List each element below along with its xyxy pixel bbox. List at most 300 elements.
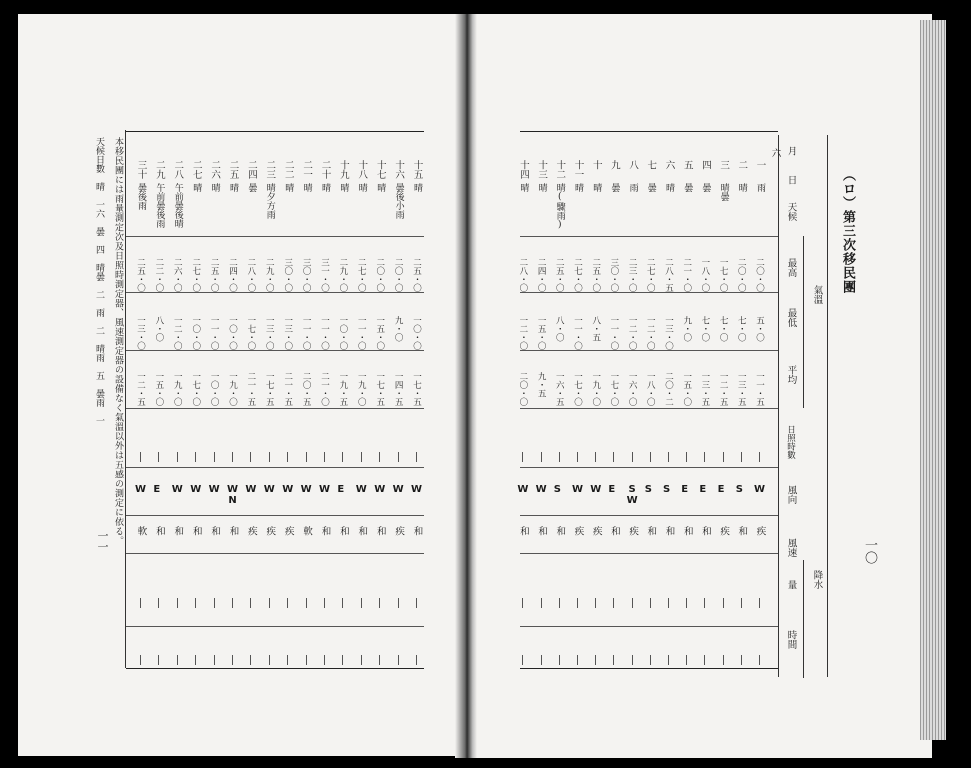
avg-temp-cell: 九・五 xyxy=(536,372,547,398)
day-cell: 二二 xyxy=(282,160,294,179)
avg-temp-cell: 一三・五 xyxy=(699,372,710,406)
max-temp-cell: 二五・〇 xyxy=(554,258,565,292)
weather-cell: 雨 xyxy=(627,183,638,192)
sunshine-tick xyxy=(741,452,742,462)
precip-amount-tick xyxy=(250,598,251,608)
precip-hours-tick xyxy=(632,655,633,665)
max-temp-cell: 二七・〇 xyxy=(645,258,656,292)
wind-direction-cell: W xyxy=(374,484,386,495)
weather-cell: 晴 xyxy=(375,183,386,192)
day-cell: 一 xyxy=(754,160,766,170)
wind-direction-cell: W xyxy=(300,484,312,495)
sunshine-tick xyxy=(177,452,178,462)
weather-cell: 曇後小雨 xyxy=(393,183,404,219)
precip-hours-tick xyxy=(306,655,307,665)
precip-hours-tick xyxy=(559,655,560,665)
sunshine-tick xyxy=(704,452,705,462)
wind-direction-cell: W xyxy=(411,484,423,495)
weather-cell: 晴曇 xyxy=(718,183,729,201)
precip-amount-tick xyxy=(577,598,578,608)
min-temp-cell: 一一・〇 xyxy=(301,316,312,350)
precip-hours-tick xyxy=(232,655,233,665)
min-temp-cell: 一〇・〇 xyxy=(227,316,238,350)
precip-hours-tick xyxy=(361,655,362,665)
precip-hours-tick xyxy=(342,655,343,665)
left_page-rule xyxy=(126,408,424,409)
min-temp-cell: 一一・〇 xyxy=(209,316,220,350)
right_page-rule xyxy=(520,515,778,516)
day-cell: 二四 xyxy=(245,160,257,179)
sunshine-tick xyxy=(686,452,687,462)
max-temp-cell: 三〇・〇 xyxy=(282,258,293,292)
table-note: 本移民團には雨量測定次及日照時測定器、風速測定器の設備なく氣溫以外は五感の測定に依る。 xyxy=(113,137,123,546)
max-temp-cell: 二九・〇 xyxy=(264,258,275,292)
max-temp-cell: 二〇・〇 xyxy=(393,258,404,292)
precip-hours-tick xyxy=(595,655,596,665)
day-cell: 二一 xyxy=(301,160,313,179)
wind-speed-cell: 和 xyxy=(608,526,620,536)
day-cell: 四 xyxy=(699,160,711,170)
wind-direction-cell: W xyxy=(190,484,202,495)
wind-speed-cell: 和 xyxy=(319,526,331,536)
wind-speed-cell: 和 xyxy=(517,526,529,536)
precip-amount-tick xyxy=(287,598,288,608)
precip-amount-tick xyxy=(759,598,760,608)
left_page-rule xyxy=(126,515,424,516)
precip-hours-tick xyxy=(650,655,651,665)
min-temp-cell: 一三・〇 xyxy=(264,316,275,350)
min-temp-cell: 七・〇 xyxy=(736,316,747,342)
avg-temp-cell: 一三・五 xyxy=(736,372,747,406)
day-cell: 二七 xyxy=(190,160,202,179)
left_page-rule xyxy=(126,553,424,554)
min-temp-cell: 八・〇 xyxy=(554,316,565,342)
header-hours: 時間 xyxy=(785,630,797,649)
precip-amount-tick xyxy=(214,598,215,608)
wind-direction-cell: W xyxy=(208,484,220,495)
max-temp-cell: 二五・〇 xyxy=(411,258,422,292)
wind-direction-cell: S W xyxy=(626,484,638,506)
avg-temp-cell: 一二・五 xyxy=(718,372,729,406)
precip-hours-tick xyxy=(140,655,141,665)
precip-hours-tick xyxy=(416,655,417,665)
right_page-rule xyxy=(520,292,778,293)
precip-amount-tick xyxy=(723,598,724,608)
header-average: 平均 xyxy=(785,365,797,384)
weather-cell: 晴 xyxy=(320,183,330,192)
day-cell: 十一 xyxy=(572,160,584,179)
avg-temp-cell: 二一・五 xyxy=(282,372,293,406)
day-cell: 十五 xyxy=(411,160,423,179)
page-number-right: 一〇 xyxy=(862,538,877,564)
min-temp-cell: 一〇・〇 xyxy=(190,316,201,350)
weather-day-count-summary: 天候日數 晴 一六 曇 四 晴曇 二 雨 二 晴雨 五 曇雨 一 xyxy=(94,137,104,425)
precip-amount-tick xyxy=(158,598,159,608)
weather-cell: 曇後雨 xyxy=(136,183,146,210)
weather-cell: 晴 xyxy=(664,183,674,192)
wind-speed-cell: 和 xyxy=(153,526,165,536)
sunshine-tick xyxy=(577,452,578,462)
min-temp-cell: 八・五 xyxy=(590,316,601,342)
wind-speed-cell: 和 xyxy=(554,526,566,536)
wind-direction-cell: W xyxy=(392,484,404,495)
wind-speed-cell: 和 xyxy=(645,526,657,536)
right_page-rule xyxy=(520,408,778,409)
weather-cell: 曇 xyxy=(609,183,620,192)
avg-temp-cell: 一七・〇 xyxy=(190,372,201,406)
max-temp-cell: 二七・〇 xyxy=(572,258,583,292)
day-cell: 二三 xyxy=(264,160,276,179)
sunshine-tick xyxy=(541,452,542,462)
day-cell: 十二 xyxy=(554,160,566,179)
day-cell: 五 xyxy=(681,160,693,170)
weather-cell: 曇 xyxy=(645,183,656,192)
day-cell: 三 xyxy=(718,160,730,170)
wind-direction-cell: W xyxy=(263,484,275,495)
day-cell: 十八 xyxy=(356,160,368,179)
precip-hours-tick xyxy=(324,655,325,665)
min-temp-cell: 一〇・〇 xyxy=(411,316,422,350)
precip-hours-tick xyxy=(398,655,399,665)
avg-temp-cell: 一九・〇 xyxy=(356,372,367,406)
weather-cell: 午前曇後雨 xyxy=(154,183,165,228)
wind-speed-cell: 疾 xyxy=(754,526,766,536)
max-temp-cell: 二八・五 xyxy=(663,258,674,292)
sunshine-tick xyxy=(250,452,251,462)
day-cell: 二 xyxy=(736,160,748,170)
max-temp-cell: 二八・〇 xyxy=(517,258,528,292)
avg-temp-cell: 一二・五 xyxy=(135,372,146,406)
left_page-rule xyxy=(126,350,424,351)
precip-amount-tick xyxy=(704,598,705,608)
day-cell: 二八 xyxy=(172,160,184,179)
header-temp-divider xyxy=(803,236,804,408)
day-cell: 七 xyxy=(645,160,657,170)
sunshine-tick xyxy=(723,452,724,462)
max-temp-cell: 二八・〇 xyxy=(245,258,256,292)
header-weather: 天候 xyxy=(785,202,797,221)
precip-amount-tick xyxy=(195,598,196,608)
min-temp-cell: 八・〇 xyxy=(153,316,164,342)
right_page-rule xyxy=(520,467,778,468)
weather-cell: 晴(驟雨) xyxy=(554,183,565,230)
weather-cell: 午前曇後晴 xyxy=(172,183,183,228)
max-temp-cell: 二五・〇 xyxy=(590,258,601,292)
weather-cell: 晴 xyxy=(356,183,367,192)
precip-amount-tick xyxy=(342,598,343,608)
wind-speed-cell: 和 xyxy=(663,526,675,536)
sunshine-tick xyxy=(232,452,233,462)
wind-speed-cell: 軟 xyxy=(301,526,313,536)
wind-speed-cell: 疾 xyxy=(282,526,294,536)
sunshine-tick xyxy=(416,452,417,462)
precip-amount-tick xyxy=(668,598,669,608)
sunshine-tick xyxy=(632,452,633,462)
precip-amount-tick xyxy=(522,598,523,608)
wind-speed-cell: 和 xyxy=(536,526,548,536)
precip-hours-tick xyxy=(759,655,760,665)
wind-direction-cell: S xyxy=(644,484,652,495)
day-cell: 十 xyxy=(590,160,602,170)
wind-direction-cell: W xyxy=(754,484,766,495)
min-temp-cell: 九・〇 xyxy=(681,316,692,342)
sunshine-tick xyxy=(140,452,141,462)
left_page-rule xyxy=(126,668,424,669)
avg-temp-cell: 二〇・二 xyxy=(663,372,674,406)
min-temp-cell: 一二・〇 xyxy=(517,316,528,350)
wind-direction-cell: W xyxy=(517,484,529,495)
avg-temp-cell: 一五・〇 xyxy=(153,372,164,406)
precip-amount-tick xyxy=(632,598,633,608)
max-temp-cell: 二七・〇 xyxy=(190,258,201,292)
max-temp-cell: 二七・〇 xyxy=(356,258,367,292)
wind-direction-cell: S xyxy=(735,484,743,495)
max-temp-cell: 二九・〇 xyxy=(337,258,348,292)
day-cell: 六 xyxy=(663,160,675,170)
left_page-rule xyxy=(126,131,424,132)
weather-cell: 晴 xyxy=(536,183,547,192)
weather-cell: 曇 xyxy=(700,183,711,192)
weather-cell: 晴 xyxy=(191,183,202,192)
wind-speed-cell: 疾 xyxy=(718,526,730,536)
header-outer-border xyxy=(827,135,828,677)
max-temp-cell: 二〇・〇 xyxy=(736,258,747,292)
wind-direction-cell: W N xyxy=(227,484,239,506)
day-cell: 二九 xyxy=(153,160,165,179)
precip-hours-tick xyxy=(723,655,724,665)
avg-temp-cell: 一六・五 xyxy=(554,372,565,406)
wind-speed-cell: 和 xyxy=(337,526,349,536)
avg-temp-cell: 一九・五 xyxy=(337,372,348,406)
max-temp-cell: 一八・〇 xyxy=(699,258,710,292)
weather-cell: 晴 xyxy=(228,183,238,192)
precip-hours-tick xyxy=(522,655,523,665)
avg-temp-cell: 一八・〇 xyxy=(645,372,656,406)
precip-amount-tick xyxy=(559,598,560,608)
header-precip-divider xyxy=(803,560,804,678)
header-max: 最高 xyxy=(785,258,797,277)
min-temp-cell: 一一・〇 xyxy=(572,316,583,350)
precip-hours-tick xyxy=(269,655,270,665)
day-cell: 三十 xyxy=(135,160,147,179)
sunshine-tick xyxy=(759,452,760,462)
header-temperature: 氣溫 xyxy=(811,285,823,304)
weather-cell: 晴 xyxy=(591,183,602,192)
precip-hours-tick xyxy=(686,655,687,665)
avg-temp-cell: 一六・〇 xyxy=(627,372,638,406)
max-temp-cell: 二〇・〇 xyxy=(374,258,385,292)
header-precipitation: 降水 xyxy=(811,570,823,589)
precip-amount-tick xyxy=(361,598,362,608)
header-wind-speed: 風速 xyxy=(785,538,797,557)
wind-direction-cell: W xyxy=(135,484,147,495)
min-temp-cell: 一一・〇 xyxy=(356,316,367,350)
avg-temp-cell: 一四・五 xyxy=(393,372,404,406)
min-temp-cell: 五・〇 xyxy=(754,316,765,342)
min-temp-cell: 一七・〇 xyxy=(245,316,256,350)
weather-cell: 晴 xyxy=(412,183,422,192)
wind-speed-cell: 疾 xyxy=(393,526,405,536)
wind-direction-cell: W xyxy=(355,484,367,495)
avg-temp-cell: 一七・〇 xyxy=(608,372,619,406)
weather-cell: 晴 xyxy=(283,183,294,192)
wind-speed-cell: 和 xyxy=(209,526,221,536)
max-temp-cell: 二五・〇 xyxy=(135,258,146,292)
weather-cell: 晴 xyxy=(209,183,220,192)
wind-direction-cell: W xyxy=(319,484,331,495)
wind-speed-cell: 和 xyxy=(699,526,711,536)
left_page-rule xyxy=(126,467,424,468)
left-table-border xyxy=(125,130,126,668)
min-temp-cell: 一一・〇 xyxy=(608,316,619,350)
day-cell: 八 xyxy=(627,160,639,170)
wind-direction-cell: W xyxy=(245,484,257,495)
day-cell: 十九 xyxy=(337,160,349,179)
max-temp-cell: 二四・〇 xyxy=(536,258,547,292)
wind-speed-cell: 軟 xyxy=(135,526,147,536)
min-temp-cell: 七・〇 xyxy=(699,316,710,342)
min-temp-cell: 一〇・〇 xyxy=(337,316,348,350)
weather-cell: 晴 xyxy=(736,183,747,192)
weather-cell: 曇 xyxy=(682,183,693,192)
min-temp-cell: 一三・〇 xyxy=(282,316,293,350)
sunshine-tick xyxy=(650,452,651,462)
page-number-left: 一一 xyxy=(96,530,109,552)
page-edges xyxy=(920,20,946,740)
precip-hours-tick xyxy=(158,655,159,665)
wind-direction-cell: W xyxy=(572,484,584,495)
day-cell: 九 xyxy=(608,160,620,170)
precip-hours-tick xyxy=(214,655,215,665)
max-temp-cell: 二五・〇 xyxy=(209,258,220,292)
weather-cell: 晴 xyxy=(338,183,349,192)
header-day: 日 xyxy=(785,175,797,185)
max-temp-cell: 二三・〇 xyxy=(627,258,638,292)
max-temp-cell: 三〇・〇 xyxy=(608,258,619,292)
wind-speed-cell: 疾 xyxy=(245,526,257,536)
min-temp-cell: 一二・〇 xyxy=(645,316,656,350)
wind-speed-cell: 疾 xyxy=(590,526,602,536)
wind-speed-cell: 疾 xyxy=(264,526,276,536)
avg-temp-cell: 一七・〇 xyxy=(572,372,583,406)
sunshine-tick xyxy=(342,452,343,462)
left_page-rule xyxy=(126,236,424,237)
precip-hours-tick xyxy=(577,655,578,665)
wind-direction-cell: S xyxy=(663,484,671,495)
sunshine-tick xyxy=(668,452,669,462)
avg-temp-cell: 二〇・五 xyxy=(301,372,312,406)
max-temp-cell: 二四・〇 xyxy=(227,258,238,292)
avg-temp-cell: 一九・〇 xyxy=(590,372,601,406)
min-temp-cell: 一一・〇 xyxy=(319,316,330,350)
precip-hours-tick xyxy=(668,655,669,665)
min-temp-cell: 一三・〇 xyxy=(135,316,146,350)
header-sunshine: 日照時數 xyxy=(785,425,796,459)
precip-amount-tick xyxy=(379,598,380,608)
day-cell: 十六 xyxy=(393,160,405,179)
wind-speed-cell: 和 xyxy=(190,526,202,536)
precip-amount-tick xyxy=(650,598,651,608)
section-title: （ロ）第三次移民團 xyxy=(840,168,855,294)
precip-amount-tick xyxy=(595,598,596,608)
precip-amount-tick xyxy=(324,598,325,608)
header-month: 月 xyxy=(785,146,797,156)
min-temp-cell: 一五・〇 xyxy=(536,316,547,350)
wind-direction-cell: E xyxy=(717,484,725,495)
precip-amount-tick xyxy=(416,598,417,608)
weather-cell: 晴夕方雨 xyxy=(264,183,275,219)
precip-amount-tick xyxy=(269,598,270,608)
wind-direction-cell: E xyxy=(699,484,707,495)
precip-amount-tick xyxy=(306,598,307,608)
sunshine-tick xyxy=(613,452,614,462)
wind-speed-cell: 和 xyxy=(411,526,423,536)
sunshine-tick xyxy=(287,452,288,462)
precip-hours-tick xyxy=(195,655,196,665)
header-amount: 量 xyxy=(785,580,797,590)
precip-amount-tick xyxy=(541,598,542,608)
month-value: 六 xyxy=(769,148,781,158)
sunshine-tick xyxy=(158,452,159,462)
avg-temp-cell: 一五・〇 xyxy=(681,372,692,406)
book-gutter xyxy=(455,14,477,758)
weather-cell: 雨 xyxy=(755,183,765,192)
precip-amount-tick xyxy=(398,598,399,608)
min-temp-cell: 一五・〇 xyxy=(374,316,385,350)
precip-hours-tick xyxy=(541,655,542,665)
wind-direction-cell: E xyxy=(681,484,689,495)
precip-hours-tick xyxy=(177,655,178,665)
day-cell: 二十 xyxy=(319,160,331,179)
avg-temp-cell: 一九・〇 xyxy=(227,372,238,406)
precip-amount-tick xyxy=(232,598,233,608)
sunshine-tick xyxy=(379,452,380,462)
wind-direction-cell: W xyxy=(282,484,294,495)
max-temp-cell: 三一・〇 xyxy=(319,258,330,292)
max-temp-cell: 一七・〇 xyxy=(718,258,729,292)
right_page-rule xyxy=(520,350,778,351)
precip-amount-tick xyxy=(613,598,614,608)
wind-direction-cell: E xyxy=(337,484,345,495)
wind-direction-cell: E xyxy=(153,484,161,495)
precip-hours-tick xyxy=(379,655,380,665)
wind-speed-cell: 和 xyxy=(374,526,386,536)
avg-temp-cell: 一一・五 xyxy=(754,372,765,406)
max-temp-cell: 二六・〇 xyxy=(172,258,183,292)
min-temp-cell: 九・〇 xyxy=(393,316,404,342)
wind-speed-cell: 和 xyxy=(227,526,239,536)
weather-cell: 晴 xyxy=(573,183,583,192)
wind-speed-cell: 和 xyxy=(356,526,368,536)
avg-temp-cell: 二〇・〇 xyxy=(517,372,528,406)
sunshine-tick xyxy=(269,452,270,462)
sunshine-tick xyxy=(361,452,362,462)
precip-amount-tick xyxy=(741,598,742,608)
avg-temp-cell: 二一・〇 xyxy=(319,372,330,406)
right_page-rule xyxy=(520,668,778,669)
wind-speed-cell: 疾 xyxy=(627,526,639,536)
right_page-rule xyxy=(520,236,778,237)
avg-temp-cell: 一七・五 xyxy=(374,372,385,406)
sunshine-tick xyxy=(398,452,399,462)
min-temp-cell: 一二・〇 xyxy=(627,316,638,350)
wind-direction-cell: W xyxy=(535,484,547,495)
day-cell: 二五 xyxy=(227,160,239,179)
precip-hours-tick xyxy=(250,655,251,665)
weather-cell: 曇 xyxy=(246,183,257,192)
avg-temp-cell: 一七・五 xyxy=(264,372,275,406)
precip-amount-tick xyxy=(140,598,141,608)
